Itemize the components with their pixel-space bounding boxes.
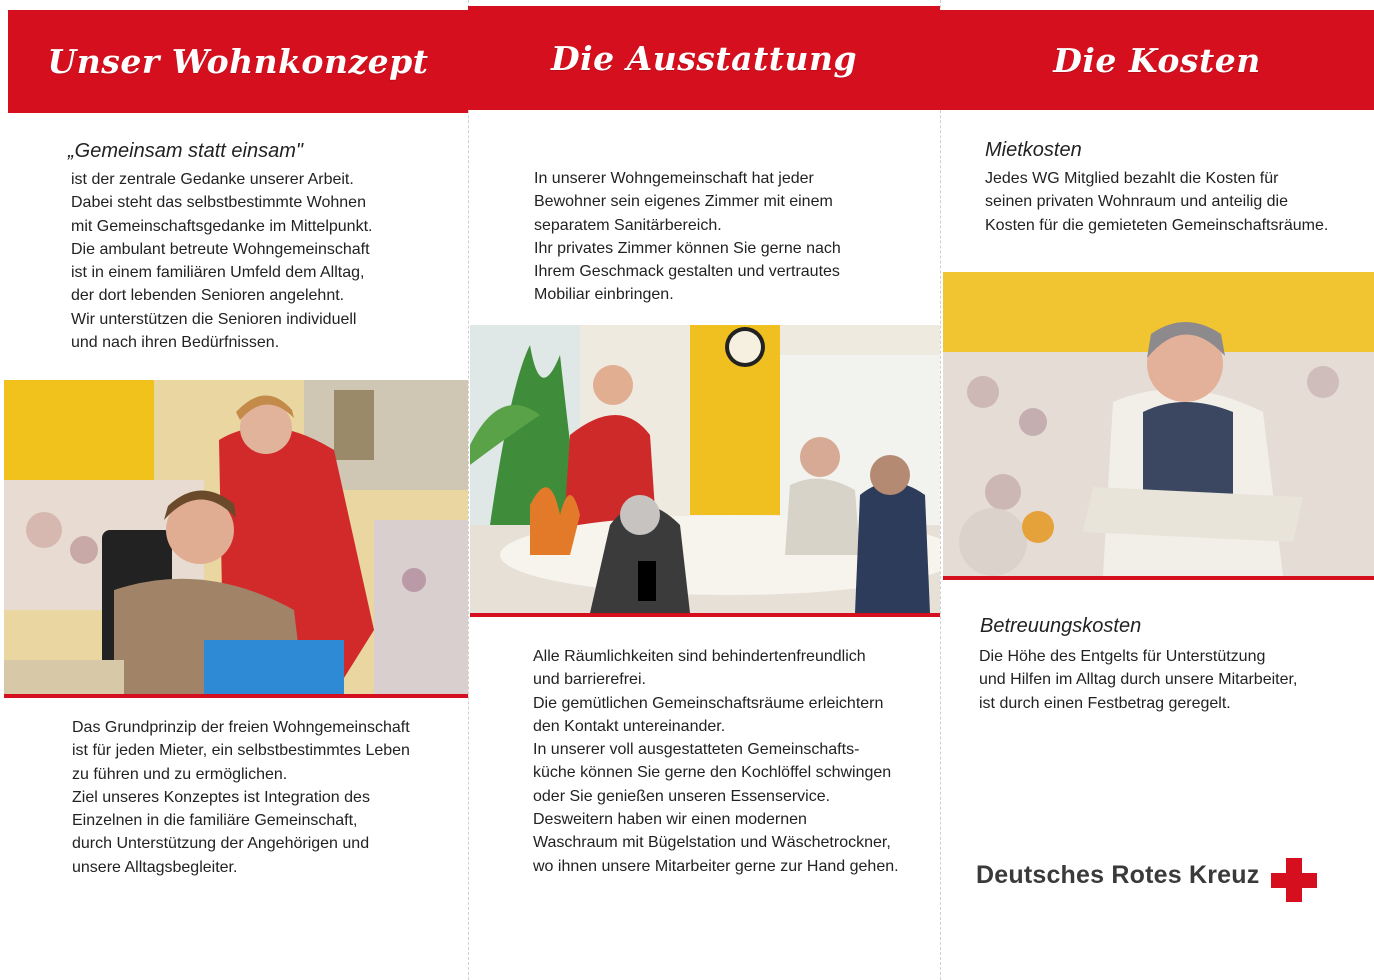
text-line: seinen privaten Wohnraum und anteilig die	[985, 193, 1289, 211]
text-line: oder Sie genießen unseren Essenservice.	[533, 787, 831, 805]
text-line: separatem Sanitärbereich.	[534, 216, 722, 234]
text-line: und barrierefrei.	[533, 671, 646, 689]
text-line: Die ambulant betreute Wohngemeinschaft	[71, 240, 370, 258]
text-line: Die gemütlichen Gemeinschaftsräume erleichtern	[533, 694, 884, 712]
text-line: Ihrem Geschmack gestalten und vertrautes	[534, 263, 840, 281]
text-line: Das Grundprinzip der freien Wohngemeinschaft	[72, 719, 410, 736]
text-line: und Hilfen im Alltag durch unsere Mitarbeiter,	[979, 671, 1298, 689]
text-line: In unserer voll ausgestatteten Gemeinschafts-	[533, 741, 860, 759]
rent-heading: Mietkosten	[985, 139, 1082, 161]
care-text	[979, 645, 1297, 715]
panel-header	[468, 6, 940, 110]
rent-text	[985, 167, 1328, 237]
text-line: Einzelnen in die familiäre Gemeinschaft,	[72, 812, 358, 830]
text-line: Die Höhe des Entgelts für Unterstützung	[979, 648, 1266, 665]
care-heading: Betreuungskosten	[980, 615, 1142, 637]
text-line: den Kontakt untereinander.	[533, 717, 726, 735]
panel-wohnkonzept	[0, 0, 468, 980]
photo-common-room	[470, 325, 940, 617]
panel-ausstattung	[468, 0, 940, 980]
panel-header	[8, 10, 468, 113]
red-cross-icon	[1271, 858, 1317, 902]
logo-wordmark: Deutsches Rotes Kreuz	[976, 860, 1260, 889]
text-line: Desweitern haben wir einen modernen	[533, 811, 807, 829]
text-line: zu führen und zu ermöglichen.	[72, 765, 288, 783]
text-line: Alle Räumlichkeiten sind behindertenfreundlich	[533, 648, 866, 665]
text-line: Bewohner sein eigenes Zimmer mit einem	[534, 193, 833, 211]
motto-subtitle: „Gemeinsam statt einsam"	[68, 140, 303, 162]
text-line: ist in einem familiären Umfeld dem Alltag,	[71, 264, 365, 282]
text-line: Ihr privates Zimmer können Sie gerne nach	[534, 239, 841, 257]
text-line: Dabei steht das selbstbestimmte Wohnen	[71, 194, 366, 212]
text-line: wo ihnen unsere Mitarbeiter gerne zur Hand gehen.	[533, 857, 899, 875]
intro-text	[534, 167, 841, 307]
panel-title: Unser Wohnkonzept	[47, 42, 429, 81]
text-line: und nach ihren Bedürfnissen.	[71, 334, 280, 352]
text-line: Jedes WG Mitglied bezahlt die Kosten für	[985, 170, 1279, 187]
text-line: Ziel unseres Konzeptes ist Integration des	[72, 788, 370, 806]
text-line: Wir unterstützen die Senioren individuell	[71, 310, 357, 328]
panel-kosten	[940, 0, 1374, 980]
text-line: ist für jeden Mieter, ein selbstbestimmtes Leben	[72, 742, 410, 760]
panel-title: Die Kosten	[1053, 40, 1261, 80]
text-line: küche können Sie gerne den Kochlöffel schwingen	[533, 764, 892, 782]
text-line: ist der zentrale Gedanke unserer Arbeit.	[71, 171, 354, 188]
text-line: Waschraum mit Bügelstation und Wäschetrockner,	[533, 834, 891, 852]
panel-title: Die Ausstattung	[550, 38, 858, 78]
text-line: Mobiliar einbringen.	[534, 286, 674, 304]
drk-logo	[976, 848, 1317, 902]
intro-text	[71, 168, 372, 354]
body-text	[72, 716, 410, 879]
text-line: ist durch einen Festbetrag geregelt.	[979, 694, 1231, 712]
text-line: durch Unterstützung der Angehörigen und	[72, 835, 370, 853]
photo-smiling-resident	[943, 272, 1374, 580]
text-line: unsere Alltagsbegleiter.	[72, 858, 238, 876]
photo-caregiver-with-resident	[4, 380, 468, 698]
text-line: mit Gemeinschaftsgedanke im Mittelpunkt.	[71, 217, 373, 235]
body-text	[533, 645, 899, 878]
panel-header	[940, 10, 1374, 110]
text-line: Kosten für die gemieteten Gemeinschaftsräume.	[985, 216, 1329, 234]
text-line: In unserer Wohngemeinschaft hat jeder	[534, 170, 814, 187]
text-line: der dort lebenden Senioren angelehnt.	[71, 287, 345, 305]
